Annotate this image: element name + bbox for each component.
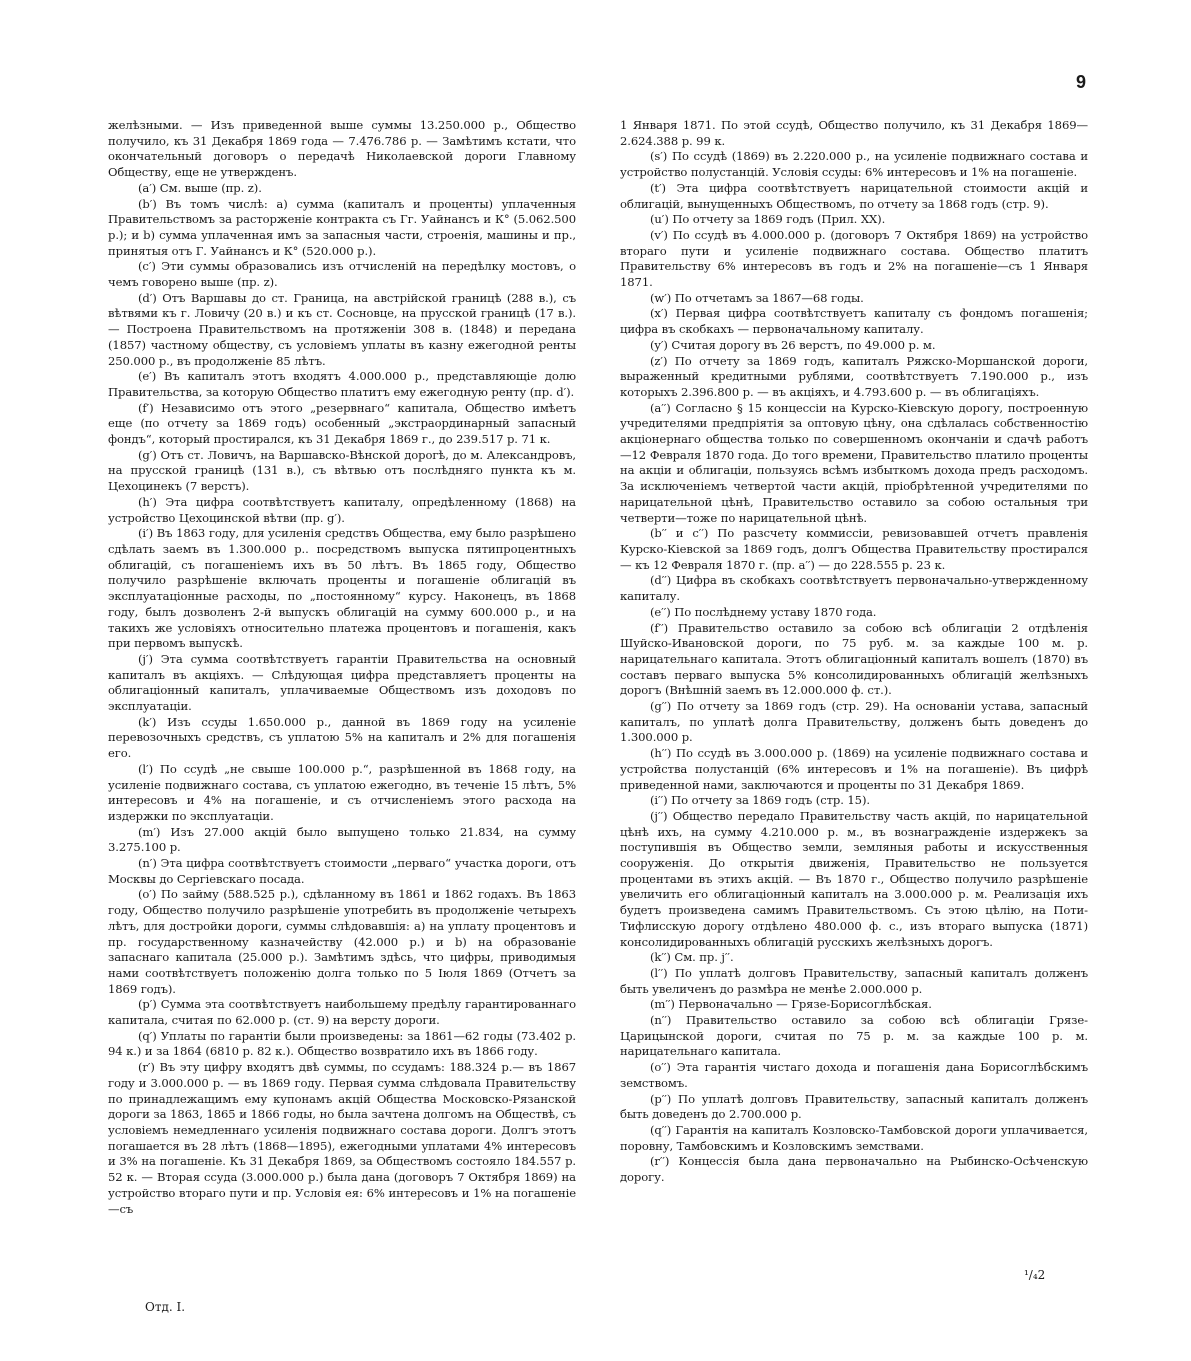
- footnote-paragraph: (q′′) Гарантія на капиталъ Козловско-Тамбовской дороги уплачивается, поровну, Тамбовскимъ и Козловскимъ земствами.: [620, 1123, 1088, 1153]
- footnote-paragraph: (x′) Первая цифра соотвѣтствуетъ капиталу съ фондомъ погашенія; цифра въ скобкахъ — первоначальному капиталу.: [620, 306, 1088, 337]
- footnote-paragraph: (c′) Эти суммы образовались изъ отчисленій на передѣлку мостовъ, о чемъ говорено выше (пр. z).: [108, 259, 576, 290]
- signature-mark: ¹/₄2: [1024, 1268, 1046, 1282]
- footnote-paragraph: (p′′) По уплатѣ долговъ Правительству, запасный капиталъ долженъ быть доведенъ до 2.700.000 р.: [620, 1091, 1088, 1122]
- footnote-paragraph: (v′) По ссудѣ въ 4.000.000 р. (договоръ 7 Октября 1869) на устройство втораго пути и усиленіе подвижнаго состава. Общество платитъ Правительству 6% интересовъ въ годъ и 2% на погашеніе—съ 1 Января 1871.: [620, 227, 1088, 290]
- footnote-paragraph: (a′′) Согласно § 15 концессіи на Курско-Кіевскую дорогу, построенную учредителями предпріятія за оптовую цѣну, она сдѣлалась собственностію акціонернаго общества только по совершенномъ окончаніи и сдачѣ работъ—12 Февраля 1870 года. До того времени, Правительство платило проценты на акціи и облигаціи, пользуясь всѣмъ избыткомъ дохода предъ расходомъ. За исключеніемъ четвертой части акцій, пріобрѣтенной учредителями по нарицательной цѣнѣ, Правительство оставило за собою остальныя три четверти—тоже по нарицательной цѣнѣ.: [620, 400, 1088, 525]
- page-number: 9: [1076, 72, 1087, 92]
- footnote-paragraph: (f′′) Правительство оставило за собою всѣ облигаціи 2 отдѣленія Шуйско-Ивановской дороги, по 75 руб. м. за каждые 100 м. р. нарицательнаго капитала. Этотъ облигаціонный капиталъ вошелъ (1870) въ составъ перваго выпуска 5% консолидированныхъ облигацій желѣзныхъ дорогъ (Внѣшній заемъ въ 12.000.000 ф. ст.).: [620, 620, 1088, 698]
- footnote-paragraph: 1 Января 1871. По этой ссудѣ, Общество получило, къ 31 Декабря 1869—2.624.388 р. 99 к.: [620, 118, 1088, 148]
- footnote-paragraph: желѣзными. — Изъ приведенной выше суммы 13.250.000 р., Общество получило, къ 31 Декабря 1869 года — 7.476.786 р. — Замѣтимъ кстати, что окончательный договоръ о передачѣ Николаевской дороги Главному Обществу, еще не утвержденъ.: [108, 118, 576, 180]
- footnote-paragraph: (i′′) По отчету за 1869 годъ (стр. 15).: [650, 793, 870, 808]
- footnote-paragraph: (l′) По ссудѣ „не свыше 100.000 р.“, разрѣшенной въ 1868 году, на усиленіе подвижнаго состава, съ уплатою ежегодно, въ теченіе 15 лѣтъ, 5% интересовъ и 4% на погашеніе, и съ отчисленіемъ этого расхода на издержки по эксплуатаціи.: [108, 761, 576, 823]
- footnote-paragraph: (d′) Отъ Варшавы до ст. Граница, на австрійской границѣ (288 в.), съ вѣтвями къ г. Ловичу (20 в.) и къ ст. Сосновце, на прусской границѣ (17 в.). — Построена Правительствомъ на протяженіи 308 в. (1848) и передана (1857) частному обществу, съ условіемъ уплаты въ казну ежегодной ренты 250.000 р., въ продолженіе 85 лѣтъ.: [108, 290, 576, 368]
- footnote-paragraph: (y′) Считая дорогу въ 26 верстъ, по 49.000 р. м.: [650, 337, 936, 352]
- footnote-paragraph: (h′) Эта цифра соотвѣтствуетъ капиталу, опредѣленному (1868) на устройство Цехоцинской вѣтви (пр. g′).: [108, 494, 576, 525]
- footnote-paragraph: (o′′) Эта гарантія чистаго дохода и погашенія дана Борисоглѣбскимъ земствомъ.: [620, 1060, 1088, 1090]
- footnote-paragraph: (q′) Уплаты по гарантіи были произведены: за 1861—62 годы (73.402 р. 94 к.) и за 1864 (6810 р. 82 к.). Общество возвратило ихъ въ 1866 году.: [108, 1028, 576, 1059]
- footnote-paragraph: (i′) Въ 1863 году, для усиленія средствъ Общества, ему было разрѣшено сдѣлать заемъ въ 1.300.000 р.. посредствомъ выпуска пятипроцентныхъ облигацій, съ погашеніемъ ихъ въ 50 лѣтъ. Въ 1865 году, Общество получило разрѣшеніе включать проценты и погашеніе облигацій въ эксплуатаціонные расходы, по „постоянному“ курсу. Наконецъ, въ 1868 году, былъ дозволенъ 2-й выпускъ облигацій на сумму 600.000 р., и на такихъ же условіяхъ относительно платежа процентовъ и погашенія, какъ при первомъ выпускѣ.: [108, 526, 576, 651]
- footnote-paragraph: (u′) По отчету за 1869 годъ (Прил. XX).: [650, 212, 886, 227]
- section-marker: Отд. I.: [145, 1300, 186, 1314]
- footnote-paragraph: (m′) Изъ 27.000 акцій было выпущено только 21.834, на сумму 3.275.100 р.: [108, 824, 576, 855]
- footnote-paragraph: (n′′) Правительство оставило за собою всѣ облигаціи Грязе-Царицынской дороги, считая по 75 р. м. за каждые 100 р. м. нарицательнаго капитала.: [620, 1013, 1088, 1059]
- footnote-paragraph: (b′′ и c′′) По разсчету коммиссіи, ревизовавшей отчетъ правленія Курско-Кіевской за 1869 годъ, долгъ Общества Правительству простирался — къ 12 Февраля 1870 г. (пр. a′′) — до 228.555 р. 23 к.: [620, 526, 1088, 572]
- footnote-paragraph: (e′′) По послѣднему уставу 1870 года.: [650, 604, 877, 619]
- footnote-paragraph: (e′) Въ капиталъ этотъ входятъ 4.000.000 р., представляющіе долю Правительства, за которую Общество платитъ ему ежегодную ренту (пр. d′).: [108, 369, 576, 399]
- footnote-paragraph: (k′′) См. пр. j′′.: [650, 950, 734, 965]
- footnote-paragraph: (m′′) Первоначально — Грязе-Борисоглѣбская.: [650, 997, 932, 1012]
- footnote-paragraph: (j′) Эта сумма соотвѣтствуетъ гарантіи Правительства на основный капиталъ въ акціяхъ. — Слѣдующая цифра представляетъ проценты на облигаціонный капиталъ, уплачиваемые Обществомъ изъ доходовъ по эксплуатаціи.: [108, 651, 576, 714]
- footnote-paragraph: (f′) Независимо отъ этого „резервнаго“ капитала, Общество имѣетъ еще (по отчету за 1869 годъ) особенный „экстраординарный запасный фондъ“, который простирался, къ 31 Декабря 1869 г., до 239.517 р. 71 к.: [108, 400, 576, 447]
- right-column: [620, 118, 1088, 1186]
- footnote-paragraph: (k′) Изъ ссуды 1.650.000 р., данной въ 1869 году на усиленіе перевозочныхъ средствъ, съ уплатою 5% на капиталъ и 2% для погашенія его.: [108, 714, 576, 761]
- footnote-paragraph: (t′) Эта цифра соотвѣтствуетъ нарицательной стоимости акцій и облигацій, вынущенныхъ Обществомъ, по отчету за 1868 годъ (стр. 9).: [620, 180, 1088, 211]
- footnote-paragraph: (g′′) По отчету за 1869 годъ (стр. 29). На основаніи устава, запасный капиталъ, по уплатѣ долга Правительству, долженъ быть доведенъ до 1.300.000 р.: [620, 699, 1088, 745]
- footnote-paragraph: (j′′) Общество передало Правительству часть акцій, по нарицательной цѣнѣ ихъ, на сумму 4.210.000 р. м., въ вознагражденіе издержекъ за поступившія въ Общество земли, земляныя работы и искусственныя сооруженія. До открытія движенія, Правительство не пользуется процентами въ этихъ акцій. — Въ 1870 г., Общество получило разрѣшеніе увеличить его облигаціонный капиталъ на 3.000.000 р. м. Реализація ихъ будетъ произведена самимъ Правительствомъ. Съ этою цѣлію, на Поти-Тифлисскую дорогу отдѣлено 480.000 ф. с., изъ втораго выпуска (1871) консолидированныхъ облигацій русскихъ желѣзныхъ дорогъ.: [620, 808, 1088, 949]
- left-column: [108, 118, 576, 1217]
- footnote-paragraph: (p′) Сумма эта соотвѣтствуетъ наибольшему предѣлу гарантированнаго капитала, считая по 62.000 р. (ст. 9) на версту дороги.: [108, 997, 576, 1028]
- footnote-paragraph: (r′) Въ эту цифру входятъ двѣ суммы, по ссудамъ: 188.324 р.— въ 1867 году и 3.000.000 р. — въ 1869 году. Первая сумма слѣдовала Правительству по принадлежащимъ ему купонамъ акцій Общества Московско-Рязанской дороги за 1863, 1865 и 1866 годы, но была зачтена долгомъ на Обществѣ, съ условіемъ немедленнаго усиленія подвижнаго состава дороги. Долгъ этотъ погашается въ 28 лѣтъ (1868—1895), ежегодными уплатами 4% интересовъ и 3% на погашеніе. Къ 31 Декабря 1869, за Обществомъ состояло 184.557 р. 52 к. — Вторая ссуда (3.000.000 р.) была дана (договоръ 7 Октября 1869) на устройство втораго пути и пр. Условія ея: 6% интересовъ и 1% на погашеніе—съ: [108, 1060, 576, 1216]
- footnote-paragraph: (h′′) По ссудѣ въ 3.000.000 р. (1869) на усиленіе подвижнаго состава и устройства полустанцій (6% интересовъ и 1% на погашеніе). Въ цифрѣ приведенной нами, заключаются и проценты по 31 Декабря 1869.: [620, 746, 1088, 792]
- footnote-paragraph: (d′′) Цифра въ скобкахъ соотвѣтствуетъ первоначально-утвержденному капиталу.: [620, 573, 1088, 604]
- footnote-paragraph: (l′′) По уплатѣ долговъ Правительству, запасный капиталъ долженъ быть увеличенъ до размѣра не менѣе 2.000.000 р.: [620, 965, 1088, 996]
- footnote-paragraph: (a′) См. выше (пр. z).: [138, 180, 262, 195]
- footnote-paragraph: (n′) Эта цифра соотвѣтствуетъ стоимости „перваго“ участка дороги, отъ Москвы до Сергіевскаго посада.: [108, 856, 576, 886]
- footnote-paragraph: (o′) По займу (588.525 р.), сдѣланному въ 1861 и 1862 годахъ. Въ 1863 году, Общество получило разрѣшеніе употребить въ продолженіе четырехъ лѣтъ, для достройки дороги, суммы слѣдовавшія: а) на уплату процентовъ и пр. государственному казначейству (42.000 р.) и b) на образованіе запаснаго капитала (25.000 р.). Замѣтимъ здѣсь, что цифры, приводимыя нами соотвѣтствуетъ положенію долга только по 5 Іюля 1869 (Отчетъ за 1869 годъ).: [108, 887, 576, 996]
- footnote-paragraph: (b′) Въ томъ числѣ: а) сумма (капиталъ и проценты) уплаченныя Правительствомъ за расторженіе контракта съ Гг. Уайнансъ и К° (5.062.500 р.); и b) сумма уплаченная имъ за запасныя части, строенія, машины и пр., принятыя отъ Г. Уайнансъ и К° (520.000 р.).: [108, 196, 576, 258]
- footnote-paragraph: (s′) По ссудѣ (1869) въ 2.220.000 р., на усиленіе подвижнаго состава и устройство полустанцій. Условія ссуды: 6% интересовъ и 1% на погашеніе.: [620, 149, 1088, 180]
- footnote-paragraph: (z′) По отчету за 1869 годъ, капиталъ Ряжско-Моршанской дороги, выраженный кредитными рублями, соотвѣтствуетъ 7.190.000 р., изъ которыхъ 2.396.800 р. — въ акціяхъ, и 4.793.600 р. — въ облигаціяхъ.: [620, 353, 1088, 399]
- footnote-paragraph: (w′) По отчетамъ за 1867—68 годы.: [650, 290, 864, 305]
- footnote-paragraph: (g′) Отъ ст. Ловичъ, на Варшавско-Вѣнской дорогѣ, до м. Александровъ, на прусской границѣ (131 в.), съ вѣтвью отъ послѣдняго пункта къ м. Цехоцинекъ (7 верстъ).: [108, 447, 576, 494]
- footnote-paragraph: (r′′) Концессія была дана первоначально на Рыбинско-Осѣченскую дорогу.: [620, 1154, 1088, 1185]
